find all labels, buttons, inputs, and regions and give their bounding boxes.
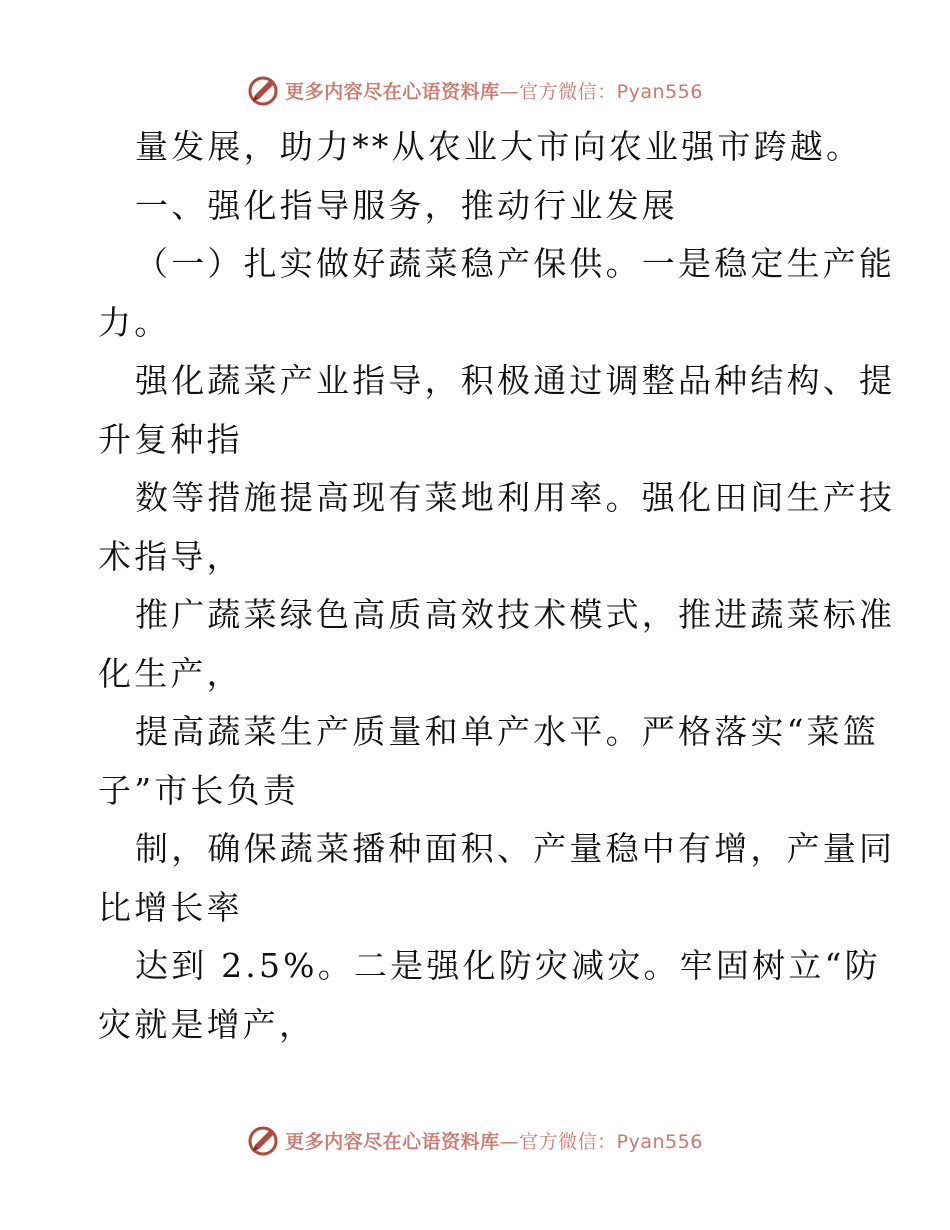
banner-text xyxy=(285,77,703,104)
text-line: 化生产， xyxy=(98,653,243,693)
subsection-heading: （一）扎实做好蔬菜稳产保供。一是稳定生产能 xyxy=(135,244,896,283)
banner-wechat: 官方微信：Pyan556 xyxy=(519,1130,703,1153)
text-line: 子”市长负责 xyxy=(98,770,300,810)
text-line: 数等措施提高现有菜地利用率。强化田间生产技 xyxy=(135,478,896,517)
text-line: 提高蔬菜生产质量和单产水平。严格落实“菜篮 xyxy=(135,712,880,751)
section-heading: 一、强化指导服务，推动行业发展 xyxy=(135,185,678,225)
text-line: 灾就是增产， xyxy=(98,1004,316,1044)
document-body xyxy=(98,118,896,1054)
text-line: 制，确保蔬菜播种面积、产量稳中有增，产量同 xyxy=(135,829,896,868)
pen-logo-icon xyxy=(247,73,281,107)
text-line: 力。 xyxy=(98,302,171,342)
banner-title: 更多内容尽在心语资料库 xyxy=(285,80,500,103)
text-line: 强化蔬菜产业指导，积极通过调整品种结构、提 xyxy=(135,361,896,400)
banner-dash: — xyxy=(499,80,520,103)
text-line: 升复种指 xyxy=(98,419,243,459)
header-banner xyxy=(0,70,950,110)
text-line: 推广蔬菜绿色高质高效技术模式，推进蔬菜标准 xyxy=(135,595,896,634)
text-line: 术指导， xyxy=(98,536,243,576)
banner-dash: — xyxy=(499,1130,520,1153)
text-line: 量发展，助力**从农业大市向农业强市跨越。 xyxy=(135,127,863,166)
footer-banner xyxy=(0,1120,950,1160)
pen-logo-icon xyxy=(247,1123,281,1157)
text-line: 比增长率 xyxy=(98,887,243,927)
banner-title: 更多内容尽在心语资料库 xyxy=(285,1130,500,1153)
banner-text xyxy=(285,1127,703,1154)
text-line: 达到 2.5%。二是强化防灾减灾。牢固树立“防 xyxy=(135,946,881,985)
banner-wechat: 官方微信：Pyan556 xyxy=(519,80,703,103)
